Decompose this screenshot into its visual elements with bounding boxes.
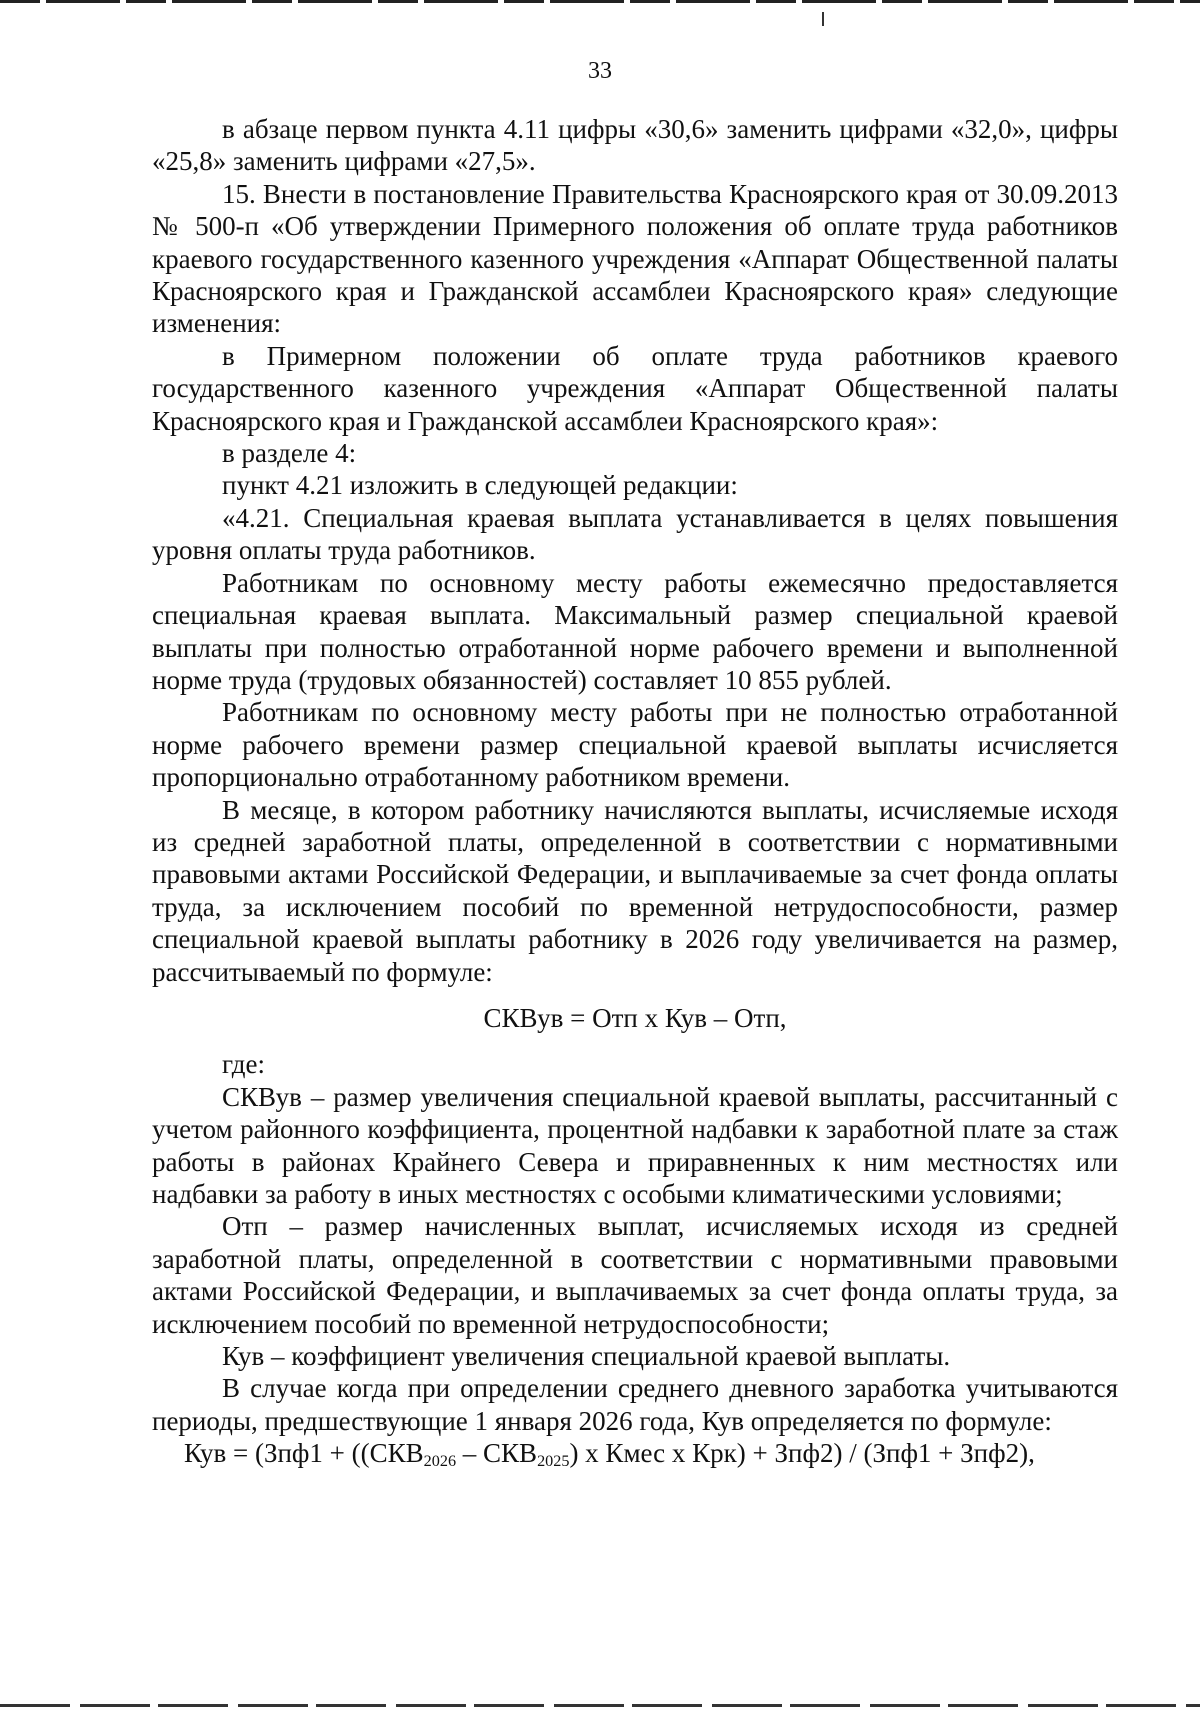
- paragraph: В месяце, в котором работнику начисляются выплаты, исчисляемые исходя из средней заработной платы, определенной в соответствии с нормативными правовыми актами Российской Федерации, и выплачиваемые за счет фонда оплаты труда, за исключением пособий по временной нетрудоспособности, размер специальной краевой выплаты работнику в 2026 году увеличивается на размер, рассчитываемый по формуле:: [152, 794, 1118, 987]
- formula-kuv: [152, 1437, 1118, 1469]
- formula-kuv-part3: ) х Кмес х Крк) + Зпф2) / (Зпф1 + Зпф2),: [569, 1438, 1035, 1469]
- formula-skvuv: СКВув = Отп х Кув – Отп,: [483, 1002, 787, 1033]
- document-body: [152, 113, 1118, 1470]
- formula-kuv-sub1: 2026: [423, 1452, 457, 1471]
- scan-mark: [822, 12, 824, 26]
- scan-bottom-edge: [0, 1704, 1200, 1707]
- paragraph: Работникам по основному месту работы ежемесячно предоставляется специальная краевая выплата. Максимальный размер специальной краевой выплаты при полностью отработанной норме рабочего времени и выполненной норме труда (трудовых обязанностей) составляет 10 855 рублей.: [152, 567, 1118, 695]
- paragraph: в разделе 4:: [222, 438, 357, 469]
- paragraph: «4.21. Специальная краевая выплата устанавливается в целях повышения уровня оплаты труда работников.: [152, 502, 1118, 566]
- formula-kuv-part1: Кув = (Зпф1 + ((СКВ: [184, 1438, 424, 1469]
- page-number: 33: [588, 58, 612, 84]
- paragraph: 15. Внести в постановление Правительства Красноярского края от 30.09.2013 № 500-п «Об утверждении Примерного положения об оплате труда работников краевого государственного казенного учреждения «Аппарат Общественной палаты Красноярского края и Гражданской ассамблеи Красноярского края» следующие изменения:: [152, 178, 1118, 339]
- scan-top-edge: [0, 0, 1200, 3]
- formula-kuv-sub2: 2025: [537, 1452, 570, 1471]
- paragraph: в Примерном положении об оплате труда работников краевого государственного казенного учреждения «Аппарат Общественной палаты Красноярского края и Гражданской ассамблеи Красноярского края»:: [152, 340, 1118, 436]
- paragraph: В случае когда при определении среднего дневного заработка учитываются периоды, предшествующие 1 января 2026 года, Кув определяется по формуле:: [152, 1373, 1118, 1436]
- where-label: где:: [222, 1049, 265, 1080]
- definition-skvuv: СКВув – размер увеличения специальной краевой выплаты, рассчитанный с учетом районного коэффициента, процентной надбавки к заработной плате за стаж работы в районах Крайнего Севера и приравненных к ним местностях или надбавки за работу в иных местностях с особыми климатическими условиями;: [152, 1081, 1118, 1209]
- formula-kuv-part2: – СКВ: [456, 1438, 538, 1469]
- paragraph: пункт 4.21 изложить в следующей редакции:: [222, 470, 738, 501]
- paragraph: в абзаце первом пункта 4.11 цифры «30,6» заменить цифрами «32,0», цифры «25,8» заменить цифрами «27,5».: [152, 114, 1118, 177]
- definition-otp: Отп – размер начисленных выплат, исчисляемых исходя из средней заработной платы, определенной в соответствии с нормативными правовыми актами Российской Федерации, и выплачиваемых за счет фонда оплаты труда, за исключением пособий по временной нетрудоспособности;: [152, 1211, 1118, 1339]
- definition-kuv: Кув – коэффициент увеличения специальной краевой выплаты.: [222, 1341, 951, 1372]
- paragraph: Работникам по основному месту работы при не полностью отработанной норме рабочего времени размер специальной краевой выплаты исчисляется пропорционально отработанному работником времени.: [152, 697, 1118, 793]
